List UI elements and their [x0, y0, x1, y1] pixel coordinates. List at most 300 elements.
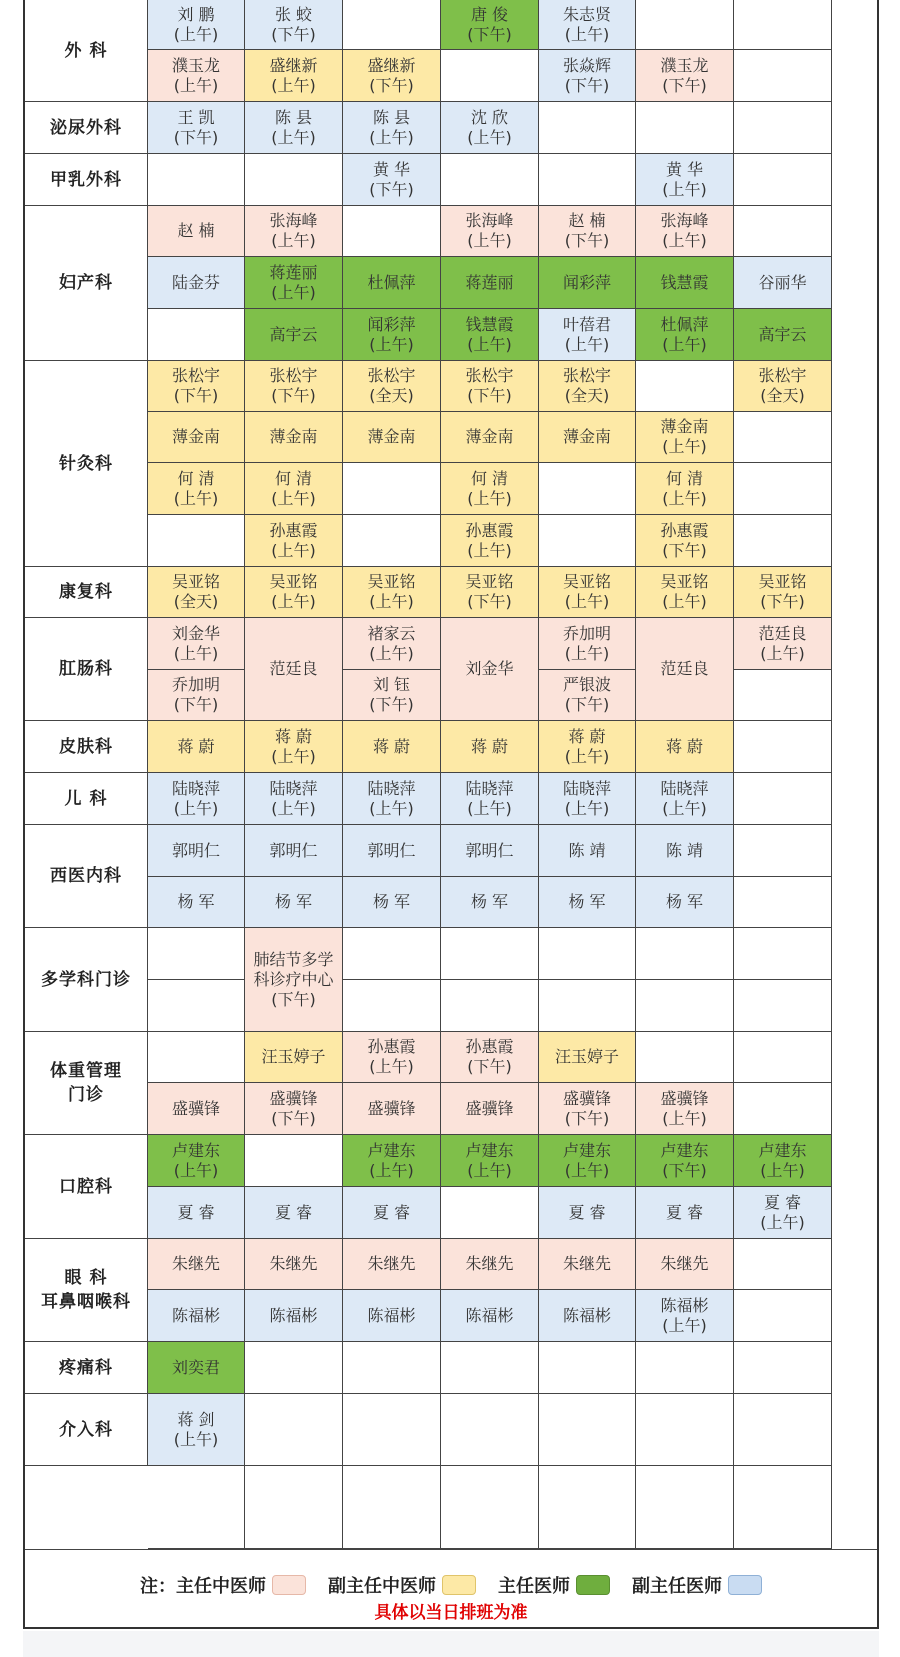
doctor-name: 蒋莲丽: [465, 272, 514, 292]
empty-cell: [734, 50, 832, 102]
schedule-cell: [245, 877, 343, 928]
doctor-name: 吴亚铭 (全天): [171, 572, 220, 611]
schedule-cell: [539, 361, 636, 412]
schedule-cell: [441, 1239, 539, 1290]
schedule-cell: [636, 877, 734, 928]
schedule-cell: [148, 50, 245, 102]
department-label: 皮肤科: [59, 736, 113, 757]
department-cell: [25, 1135, 148, 1239]
schedule-cell: [343, 721, 441, 773]
doctor-name: 蒋 蔚: [372, 736, 411, 756]
doctor-name: 孙惠霞 (下午): [660, 520, 709, 560]
doctor-name: 朱继先: [269, 1254, 318, 1273]
doctor-name: 张海峰 (上午): [465, 211, 514, 250]
empty-cell: [636, 1032, 734, 1083]
empty-cell: [148, 154, 245, 206]
empty-cell: [441, 154, 539, 206]
schedule-cell: [539, 50, 636, 102]
schedule-cell: [441, 309, 539, 361]
schedule-cell: [343, 102, 441, 154]
empty-cell: [636, 1466, 734, 1549]
empty-cell: [734, 877, 832, 928]
doctor-name: 濮玉龙 (下午): [660, 55, 709, 95]
schedule-cell: [245, 412, 343, 463]
schedule-cell: [734, 618, 832, 670]
schedule-cell: [148, 1342, 245, 1394]
doctor-name: 卢建东 (上午): [171, 1140, 220, 1180]
schedule-cell: [343, 154, 441, 206]
schedule-cell: [636, 618, 734, 721]
doctor-name: 汪玉婷子: [554, 1047, 619, 1066]
doctor-name: 卢建东 (上午): [562, 1140, 611, 1180]
department-label: 针灸科: [59, 453, 113, 474]
doctor-name: 高宇云: [269, 324, 318, 344]
doctor-name: 陈福彬: [269, 1305, 318, 1325]
department-cell: [25, 1032, 148, 1135]
empty-cell: [734, 0, 832, 50]
empty-cell: [539, 1394, 636, 1466]
schedule-cell: [636, 721, 734, 773]
empty-cell: [343, 515, 441, 567]
empty-cell: [734, 515, 832, 567]
department-cell: [25, 1394, 148, 1466]
empty-cell: [636, 0, 734, 50]
doctor-name: 薄金南 (上午): [660, 417, 709, 456]
schedule-cell: [245, 618, 343, 721]
schedule-cell: [539, 0, 636, 50]
doctor-name: 盛骥锋 (上午): [660, 1088, 709, 1128]
schedule-cell: [734, 567, 832, 618]
schedule-cell: [539, 412, 636, 463]
schedule-cell: [343, 1135, 441, 1187]
empty-cell: [734, 1394, 832, 1466]
doctor-name: 何 清 (上午): [662, 468, 707, 508]
doctor-name: 沈 欣 (上午): [467, 107, 512, 147]
schedule-cell: [539, 773, 636, 825]
schedule-cell: [441, 618, 539, 721]
empty-cell: [441, 1466, 539, 1549]
schedule-cell: [539, 206, 636, 257]
doctor-name: 盛继新 (上午): [269, 55, 318, 95]
doctor-name: 刘 钰 (下午): [369, 675, 414, 714]
legend: [25, 1549, 877, 1628]
empty-cell: [636, 928, 734, 980]
doctor-name: 朱继先: [465, 1254, 514, 1273]
doctor-name: 吴亚铭 (上午): [660, 572, 709, 611]
empty-cell: [148, 1032, 245, 1083]
schedule-cell: [636, 773, 734, 825]
department-label: 儿 科: [64, 788, 108, 809]
empty-cell: [539, 154, 636, 206]
legend-note: 具体以当日排班为准: [374, 1603, 528, 1623]
doctor-name: 汪玉婷子: [261, 1047, 326, 1066]
department-cell: [25, 102, 148, 154]
schedule-cell: [245, 50, 343, 102]
doctor-name: 张松宇 (全天): [562, 366, 611, 405]
schedule-cell: [245, 825, 343, 877]
schedule-cell: [636, 567, 734, 618]
schedule-cell: [539, 1239, 636, 1290]
schedule-cell: [636, 309, 734, 361]
doctor-name: 孙惠霞 (上午): [465, 520, 514, 560]
department-label: 体重管理 门诊: [50, 1061, 122, 1105]
doctor-name: 陈 县 (上午): [369, 107, 414, 147]
schedule-cell: [441, 1290, 539, 1342]
doctor-name: 刘奕君: [171, 1357, 220, 1377]
schedule-cell: [734, 1135, 832, 1187]
schedule-cell: [245, 928, 343, 1032]
empty-cell: [734, 1466, 832, 1549]
empty-cell: [343, 0, 441, 50]
doctor-name: 卢建东 (下午): [660, 1140, 709, 1180]
doctor-name: 钱慧霞: [660, 272, 709, 292]
empty-cell: [734, 412, 832, 463]
schedule-cell: [343, 1290, 441, 1342]
doctor-name: 卢建东 (上午): [758, 1140, 807, 1180]
department-label: 口腔科: [59, 1176, 113, 1197]
doctor-name: 蒋 蔚: [177, 736, 215, 756]
doctor-name: 蒋 蔚 (上午): [271, 726, 316, 766]
schedule-cell: [148, 206, 245, 257]
doctor-name: 赵 楠 (下午): [564, 211, 610, 250]
doctor-name: 陈福彬: [171, 1305, 220, 1325]
empty-cell: [636, 980, 734, 1032]
empty-cell: [148, 1466, 245, 1549]
schedule-cell: [343, 567, 441, 618]
schedule-cell: [441, 721, 539, 773]
empty-cell: [734, 1032, 832, 1083]
schedule-cell: [343, 361, 441, 412]
legend-label-chief: 主任医师: [498, 1576, 570, 1597]
legend-swatch-vice-chief: [728, 1575, 762, 1595]
empty-cell: [245, 1342, 343, 1394]
empty-cell: [148, 515, 245, 567]
department-cell: [25, 928, 148, 1032]
schedule-cell: [148, 670, 245, 721]
legend-label-chief-tcm: 注：主任中医师: [140, 1576, 266, 1597]
doctor-name: 张焱辉 (下午): [562, 55, 611, 95]
empty-cell: [441, 50, 539, 102]
doctor-name: 吴亚铭 (上午): [367, 572, 416, 611]
doctor-name: 蒋莲丽 (上午): [269, 262, 318, 302]
empty-cell: [343, 1342, 441, 1394]
empty-cell: [441, 980, 539, 1032]
doctor-name: 陈福彬: [367, 1305, 416, 1325]
doctor-name: 张松宇 (下午): [269, 366, 318, 405]
schedule-cell: [441, 1135, 539, 1187]
empty-cell: [441, 1187, 539, 1239]
schedule-cell: [343, 1239, 441, 1290]
schedule-cell: [539, 825, 636, 877]
schedule-cell: [636, 206, 734, 257]
schedule-cell: [539, 618, 636, 670]
empty-cell: [343, 206, 441, 257]
department-label: 多学科门诊: [41, 969, 131, 990]
department-label: 甲乳外科: [50, 169, 122, 190]
department-cell: [25, 154, 148, 206]
doctor-name: 陈福彬: [562, 1305, 611, 1325]
empty-cell: [539, 515, 636, 567]
department-label: 康复科: [59, 582, 113, 602]
legend-label-vice-chief: 副主任医师: [632, 1576, 722, 1597]
doctor-name: 朱继先: [660, 1254, 709, 1273]
schedule-cell: [539, 721, 636, 773]
schedule-cell: [245, 257, 343, 309]
schedule-cell: [245, 0, 343, 50]
schedule-cell: [539, 1187, 636, 1239]
empty-cell: [343, 980, 441, 1032]
empty-cell: [734, 980, 832, 1032]
doctor-name: 陈 靖: [665, 840, 704, 860]
doctor-name: 孙惠霞 (下午): [465, 1037, 514, 1076]
department-cell: [25, 1342, 148, 1394]
schedule-cell: [343, 773, 441, 825]
doctor-name: 刘金华 (上午): [171, 623, 220, 663]
schedule-cell: [539, 1083, 636, 1135]
empty-cell: [441, 1394, 539, 1466]
doctor-name: 杜佩萍 (上午): [660, 314, 709, 354]
doctor-name: 卢建东 (上午): [367, 1140, 416, 1180]
doctor-name: 张松宇 (全天): [367, 366, 416, 405]
schedule-cell: [441, 463, 539, 515]
doctor-name: 杨 军: [665, 892, 704, 911]
schedule-cell: [343, 50, 441, 102]
department-label: 外 科: [64, 40, 108, 61]
empty-cell: [343, 463, 441, 515]
doctor-name: 杨 军: [568, 892, 606, 911]
doctor-name: 乔加明 (下午): [171, 675, 220, 714]
schedule-cell: [148, 1187, 245, 1239]
empty-cell: [245, 1135, 343, 1187]
empty-cell: [734, 928, 832, 980]
schedule-cell: [441, 825, 539, 877]
legend-swatch-chief-tcm: [272, 1575, 306, 1595]
schedule-cell: [148, 1135, 245, 1187]
schedule-cell: [148, 361, 245, 412]
department-cell: [25, 618, 148, 721]
doctor-name: 朱继先: [562, 1254, 611, 1273]
department-cell: [25, 567, 148, 618]
doctor-name: 陆晓萍 (上午): [367, 778, 416, 818]
doctor-name: 刘金华: [465, 659, 514, 678]
schedule-cell: [245, 1032, 343, 1083]
schedule-cell: [245, 773, 343, 825]
empty-cell: [734, 825, 832, 877]
department-label: 疼痛科: [59, 1357, 113, 1378]
empty-cell: [539, 980, 636, 1032]
empty-cell: [539, 928, 636, 980]
doctor-name: 盛骥锋: [171, 1098, 220, 1118]
schedule-cell: [441, 206, 539, 257]
doctor-name: 薄金南: [367, 427, 416, 446]
empty-cell: [148, 928, 245, 980]
schedule-cell: [441, 1032, 539, 1083]
doctor-name: 王 凯 (下午): [173, 107, 219, 147]
doctor-name: 褚家云 (上午): [367, 623, 416, 663]
empty-cell: [734, 670, 832, 721]
doctor-name: 盛骥锋 (下午): [562, 1088, 611, 1128]
doctor-name: 杨 军: [274, 892, 313, 911]
schedule-cell: [245, 206, 343, 257]
doctor-name: 吴亚铭 (下午): [465, 572, 514, 611]
doctor-name: 郭明仁: [367, 840, 416, 860]
schedule-cell: [245, 463, 343, 515]
doctor-name: 孙惠霞 (上午): [367, 1037, 416, 1076]
doctor-name: 夏 睿: [665, 1202, 704, 1222]
schedule-cell: [441, 877, 539, 928]
schedule-cell: [441, 567, 539, 618]
doctor-name: 陈 靖: [568, 840, 606, 860]
doctor-name: 陆晓萍 (上午): [269, 778, 318, 818]
schedule-cell: [343, 309, 441, 361]
schedule-cell: [636, 412, 734, 463]
doctor-name: 陆晓萍 (上午): [465, 778, 514, 818]
doctor-name: 薄金南: [465, 427, 514, 446]
schedule-cell: [148, 825, 245, 877]
doctor-name: 蒋 蔚: [470, 736, 509, 756]
doctor-name: 薄金南: [269, 427, 318, 446]
doctor-name: 吴亚铭 (上午): [269, 572, 318, 611]
empty-cell: [734, 463, 832, 515]
schedule-cell: [441, 412, 539, 463]
schedule-cell: [636, 1187, 734, 1239]
doctor-name: 陆金芬: [171, 272, 220, 292]
department-label: 肛肠科: [59, 659, 113, 679]
schedule-cell: [734, 309, 832, 361]
empty-cell: [734, 102, 832, 154]
empty-cell: [539, 1342, 636, 1394]
empty-cell: [734, 1083, 832, 1135]
doctor-name: 盛骥锋 (下午): [269, 1088, 318, 1128]
department-cell: [25, 206, 148, 361]
doctor-name: 卢建东 (上午): [465, 1140, 514, 1180]
schedule-cell: [148, 1083, 245, 1135]
empty-cell: [343, 1466, 441, 1549]
schedule-cell: [539, 257, 636, 309]
legend-label-vice-chief-tcm: 副主任中医师: [328, 1576, 436, 1597]
doctor-name: 谷丽华: [758, 272, 807, 292]
doctor-name: 张松宇 (下午): [171, 366, 220, 405]
legend-row: [25, 1572, 877, 1598]
doctor-name: 陈福彬 (上午): [660, 1295, 709, 1335]
schedule-cell: [148, 102, 245, 154]
doctor-name: 朱继先: [171, 1254, 220, 1273]
doctor-name: 杨 军: [177, 892, 215, 911]
schedule-cell: [441, 1083, 539, 1135]
schedule-cell: [441, 0, 539, 50]
doctor-name: 陆晓萍 (上午): [171, 778, 220, 818]
schedule-cell: [343, 825, 441, 877]
doctor-name: 杨 军: [372, 892, 411, 911]
schedule-cell: [636, 515, 734, 567]
empty-cell: [636, 1394, 734, 1466]
doctor-name: 郭明仁: [269, 840, 318, 860]
doctor-name: 闻彩萍 (上午): [367, 314, 416, 354]
empty-cell: [734, 1290, 832, 1342]
department-cell: [25, 0, 148, 102]
doctor-name: 何 清 (上午): [467, 468, 512, 508]
schedule-cell: [636, 1083, 734, 1135]
doctor-name: 范廷良 (上午): [758, 623, 807, 663]
schedule-cell: [245, 361, 343, 412]
schedule-cell: [636, 1290, 734, 1342]
doctor-name: 陆晓萍 (上午): [660, 778, 709, 818]
doctor-name: 刘 鹏 (上午): [173, 4, 219, 44]
schedule-cell: [539, 567, 636, 618]
doctor-name: 张松宇 (全天): [758, 366, 807, 405]
empty-cell: [636, 1342, 734, 1394]
schedule-cell: [148, 257, 245, 309]
department-label: 眼 科 耳鼻咽喉科: [41, 1268, 131, 1312]
empty-cell: [734, 1342, 832, 1394]
schedule-cell: [148, 0, 245, 50]
doctor-name: 濮玉龙 (上午): [171, 55, 220, 95]
department-label: 妇产科: [59, 273, 113, 293]
schedule-cell: [343, 412, 441, 463]
empty-cell: [245, 1466, 343, 1549]
schedule-cell: [539, 1290, 636, 1342]
empty-cell: [734, 1239, 832, 1290]
doctor-name: 范廷良: [660, 659, 709, 678]
schedule-cell: [245, 721, 343, 773]
doctor-name: 盛继新 (下午): [367, 55, 416, 95]
schedule-cell: [148, 412, 245, 463]
doctor-name: 黄 华 (下午): [369, 159, 414, 199]
schedule-cell: [148, 567, 245, 618]
doctor-name: 范廷良: [269, 659, 318, 678]
doctor-name: 张松宇 (下午): [465, 366, 514, 405]
doctor-name: 严银波 (下午): [562, 675, 611, 714]
schedule-cell: [343, 1083, 441, 1135]
doctor-name: 夏 睿: [372, 1202, 411, 1222]
doctor-name: 黄 华 (上午): [662, 159, 707, 199]
doctor-name: 蒋 蔚 (上午): [564, 726, 610, 766]
schedule-cell: [636, 1239, 734, 1290]
schedule-cell: [539, 670, 636, 721]
empty-cell: [539, 463, 636, 515]
schedule-cell: [734, 361, 832, 412]
empty-cell: [441, 928, 539, 980]
doctor-name: 何 清 (上午): [271, 468, 316, 508]
doctor-name: 夏 睿: [568, 1202, 606, 1222]
schedule-cell: [343, 1187, 441, 1239]
schedule-cell: [148, 773, 245, 825]
empty-cell: [245, 1394, 343, 1466]
doctor-name: 唐 俊 (下午): [467, 4, 512, 44]
doctor-name: 张 蛟 (下午): [271, 4, 316, 44]
doctor-name: 赵 楠: [177, 221, 215, 240]
empty-cell: [636, 361, 734, 412]
doctor-name: 高宇云: [758, 324, 807, 344]
doctor-name: 陆晓萍 (上午): [562, 778, 611, 818]
empty-cell: [734, 206, 832, 257]
schedule-cell: [245, 1239, 343, 1290]
schedule-cell: [343, 877, 441, 928]
schedule-cell: [441, 773, 539, 825]
doctor-name: 杜佩萍: [367, 272, 416, 292]
schedule-cell: [636, 154, 734, 206]
doctor-name: 陈 县 (上午): [271, 107, 316, 147]
doctor-name: 薄金南: [171, 427, 220, 446]
doctor-name: 蒋 剑 (上午): [173, 1409, 219, 1449]
doctor-name: 薄金南: [562, 427, 611, 446]
schedule-cell: [148, 1394, 245, 1466]
department-cell: [25, 361, 148, 567]
doctor-name: 夏 睿: [177, 1202, 215, 1222]
doctor-name: 吴亚铭 (下午): [758, 572, 807, 611]
empty-cell: [539, 1466, 636, 1549]
schedule-cell: [245, 567, 343, 618]
